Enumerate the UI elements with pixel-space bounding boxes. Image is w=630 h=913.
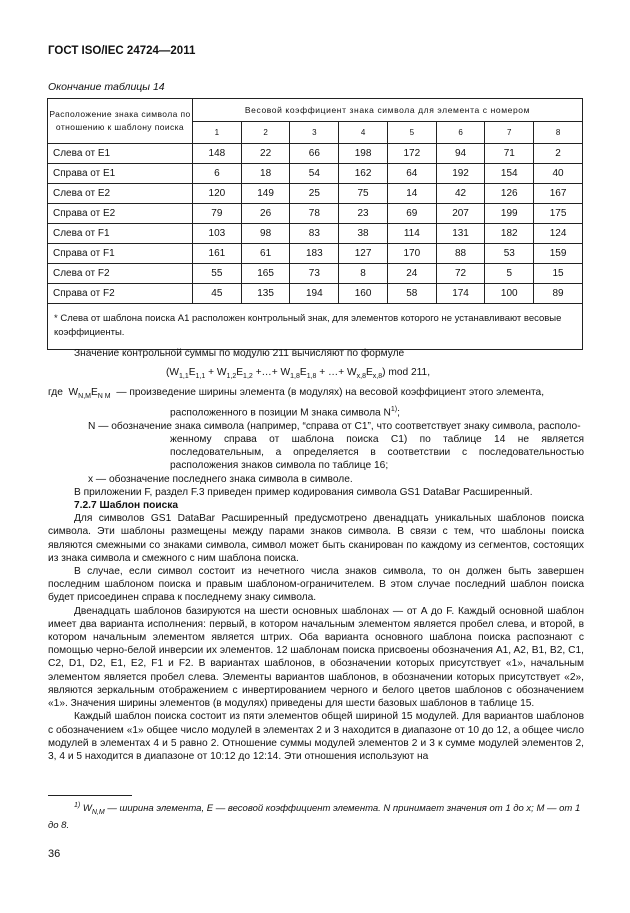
table-cell: 26: [241, 204, 290, 224]
table-cell: 45: [193, 284, 242, 304]
table-cell: 78: [290, 204, 339, 224]
table-row: [48, 184, 583, 204]
table-caption: Окончание таблицы 14: [48, 81, 165, 93]
table-cell: 83: [290, 224, 339, 244]
table-cell: 14: [387, 184, 436, 204]
table-cell: 18: [241, 164, 290, 184]
definition-wne-cont-text: расположенного в позиции M знака символа N: [170, 407, 391, 419]
table-cell: 5: [485, 264, 534, 284]
table-cell: 15: [534, 264, 583, 284]
table-cell: 64: [387, 164, 436, 184]
table-cell: 149: [241, 184, 290, 204]
definitions: [48, 386, 584, 763]
definition-wne: где $W_{N,M}E_{N M}$ — произведение ширины элемента (в модулях) на весовой коэффициент этого элемента,: [48, 387, 545, 401]
weights-table: [47, 98, 583, 350]
paragraph-3: Двенадцать шаблонов базируются на шести основных шаблонах — от A до F. Каждый основной шаблон имеет два варианта исполнения: первый, в котором начальным элементом является пробел слева, и второй, в котором начальным элементом является штрих. Оба варианта основного шаблона поиска распознают с помощью черно-белой инверсии их элементов. 12 шаблонам поиска присвоены обозначения A1, A2, B1, B2, C1, C2, D1, D2, E1, E2, F1 и F2. В вариантах шаблонов, в обозначении которых присутствует «1», начальным элементом является пробел слева. Элементы вариантов шаблонов, в обозначении которых присутствует «2», являются зеркальным отображением с инвертированием черного и белого цветов шаблонов с обозначением «1». Значения ширины элементов (в модулях) приведены для шести базовых шаблонов в таблице 15.: [48, 605, 584, 710]
table-cell: 154: [485, 164, 534, 184]
definition-wne-continued: расположенного в позиции M знака символа $N^{1)}$;: [170, 406, 400, 419]
table-cell: 71: [485, 144, 534, 164]
table-cell: 198: [339, 144, 388, 164]
table-cell: 120: [193, 184, 242, 204]
table-row: [48, 224, 583, 244]
row-label: Слева от F2: [48, 264, 193, 284]
row-label: Слева от E1: [48, 144, 193, 164]
table-cell: 192: [436, 164, 485, 184]
table-cell: 174: [436, 284, 485, 304]
table-cell: 170: [387, 244, 436, 264]
table-cell: 207: [436, 204, 485, 224]
column-number-header: 2: [241, 122, 290, 144]
table-cell: 25: [290, 184, 339, 204]
definition-x: x — обозначение последнего знака символа в символе.: [88, 473, 353, 485]
table-cell: 127: [339, 244, 388, 264]
table-cell: 98: [241, 224, 290, 244]
table-cell: 61: [241, 244, 290, 264]
table-cell: 38: [339, 224, 388, 244]
table-cell: 58: [387, 284, 436, 304]
table-cell: 6: [193, 164, 242, 184]
page-footnote-text: — ширина элемента, E — весовой коэффициент элемента. N принимает значения от 1 до x; M — от 1 до 8.: [48, 803, 581, 832]
table-row: [48, 284, 583, 304]
table-cell: 126: [485, 184, 534, 204]
table-cell: 89: [534, 284, 583, 304]
row-label: Справа от E2: [48, 204, 193, 224]
page-footnote: $^{1)}$ $W_{N,M}$ — ширина элемента, E — весовой коэффициент элемента. N принимает значения от 1 до x; M — от 1 до 8.: [48, 802, 581, 832]
where-label: где: [48, 387, 63, 398]
table-cell: 159: [534, 244, 583, 264]
table-footnote-row: [48, 304, 583, 350]
table-row: [48, 264, 583, 284]
table-cell: 162: [339, 164, 388, 184]
table-row: [48, 204, 583, 224]
column-number-header: 4: [339, 122, 388, 144]
column-header-position: Расположение знака символа по отношению к шаблону поиска: [48, 99, 193, 144]
definition-wne-text: — произведение ширины элемента (в модулях) на весовой коэффициент этого элемента,: [116, 387, 545, 398]
table-cell: 54: [290, 164, 339, 184]
column-header-weight-group: Весовой коэффициент знака символа для элемента с номером: [193, 99, 583, 122]
formula-intro: Значение контрольной суммы по модулю 211 вычисляют по формуле: [74, 348, 405, 359]
table-footnote: * Слева от шаблона поиска A1 расположен контрольный знак, для элементов которого не устанавливают весовые коэффициенты.: [48, 304, 583, 350]
column-number-header: 8: [534, 122, 583, 144]
table-cell: 69: [387, 204, 436, 224]
table-cell: 165: [241, 264, 290, 284]
table-cell: 182: [485, 224, 534, 244]
table-cell: 88: [436, 244, 485, 264]
table-cell: 24: [387, 264, 436, 284]
table-row: [48, 164, 583, 184]
page-number: 36: [48, 848, 61, 860]
table-cell: 114: [387, 224, 436, 244]
row-label: Слева от E2: [48, 184, 193, 204]
footnote-rule: [48, 795, 132, 796]
table-cell: 135: [241, 284, 290, 304]
table-cell: 167: [534, 184, 583, 204]
table-cell: 8: [339, 264, 388, 284]
table-cell: 23: [339, 204, 388, 224]
table-cell: 103: [193, 224, 242, 244]
column-number-header: 3: [290, 122, 339, 144]
table-cell: 2: [534, 144, 583, 164]
table-cell: 22: [241, 144, 290, 164]
table-cell: 73: [290, 264, 339, 284]
row-label: Справа от E1: [48, 164, 193, 184]
annex-reference: В приложении F, раздел F.3 приведен пример кодирования символа GS1 DataBar Расширенный.: [74, 486, 533, 498]
table-cell: 175: [534, 204, 583, 224]
table-cell: 124: [534, 224, 583, 244]
row-label: Справа от F2: [48, 284, 193, 304]
row-label: Справа от F1: [48, 244, 193, 264]
table-cell: 55: [193, 264, 242, 284]
table-cell: 94: [436, 144, 485, 164]
table-cell: 161: [193, 244, 242, 264]
column-number-header: 1: [193, 122, 242, 144]
table-cell: 148: [193, 144, 242, 164]
paragraph-1: Для символов GS1 DataBar Расширенный предусмотрено двенадцать уникальных шаблонов поиска символа. Эти шаблоны размещены между парами знаков символа. В связи с тем, что шаблоны поиска являются смежными со знаками символа, символ может быть сканирован по каждому из сегментов, состоящих из знака символа и смежного с ним шаблона поиска.: [48, 513, 584, 564]
table-cell: 75: [339, 184, 388, 204]
table-cell: 42: [436, 184, 485, 204]
table-cell: 66: [290, 144, 339, 164]
paragraph-2: В случае, если символ состоит из нечетного числа знаков символа, то он должен быть завершен последним шаблоном поиска и правым шаблоном-ограничителем. В этом случае последний шаблон поиска будет присоединен справа к последнему знаку символа.: [48, 566, 584, 604]
table-cell: 183: [290, 244, 339, 264]
table-cell: 53: [485, 244, 534, 264]
table-cell: 131: [436, 224, 485, 244]
row-label: Слева от F1: [48, 224, 193, 244]
column-number-header: 7: [485, 122, 534, 144]
table-row: [48, 244, 583, 264]
table-cell: 100: [485, 284, 534, 304]
checksum-formula: ($W_{1,1}E_{1,1} + W_{1,2}E_{1,2}$ +…+ $W_{1,8}E_{1,8}$ + …+ $W_{x,8}E_{x,8}$) mod 211,: [166, 367, 431, 381]
table-cell: 172: [387, 144, 436, 164]
table-row: [48, 144, 583, 164]
document-header: ГОСТ ISO/IEC 24724—2011: [48, 45, 196, 57]
definition-n-continued: женному справа от шаблона поиска C1) по таблице 14 не является последовательным, а определяется в соответствии с последовательностью расположения знаков символа по таблице 16;: [170, 434, 584, 472]
table-cell: 72: [436, 264, 485, 284]
table-cell: 199: [485, 204, 534, 224]
table-cell: 194: [290, 284, 339, 304]
table-cell: 160: [339, 284, 388, 304]
column-number-header: 6: [436, 122, 485, 144]
table-cell: 40: [534, 164, 583, 184]
table-cell: 79: [193, 204, 242, 224]
column-number-header: 5: [387, 122, 436, 144]
paragraph-4: Каждый шаблон поиска состоит из пяти элементов общей шириной 15 модулей. Для вариантов шаблонов с обозначением «1» общее число модулей в элементах 2 и 3 находится в диапазоне от 10 до 12, а общее число модулей в элементах 4 и 5 равно 2. Отношение суммы модулей элементов 2 и 3 к сумме модулей элементов 2, 3, 4 и 5 находится в диапазоне от 10:12 до 12:14. Эти отношения используют на: [48, 711, 584, 762]
definition-n: N — обозначение знака символа (например, “справа от C1”, что соответствует знаку символа, располо-: [88, 420, 581, 432]
section-heading: 7.2.7 Шаблон поиска: [74, 500, 179, 512]
